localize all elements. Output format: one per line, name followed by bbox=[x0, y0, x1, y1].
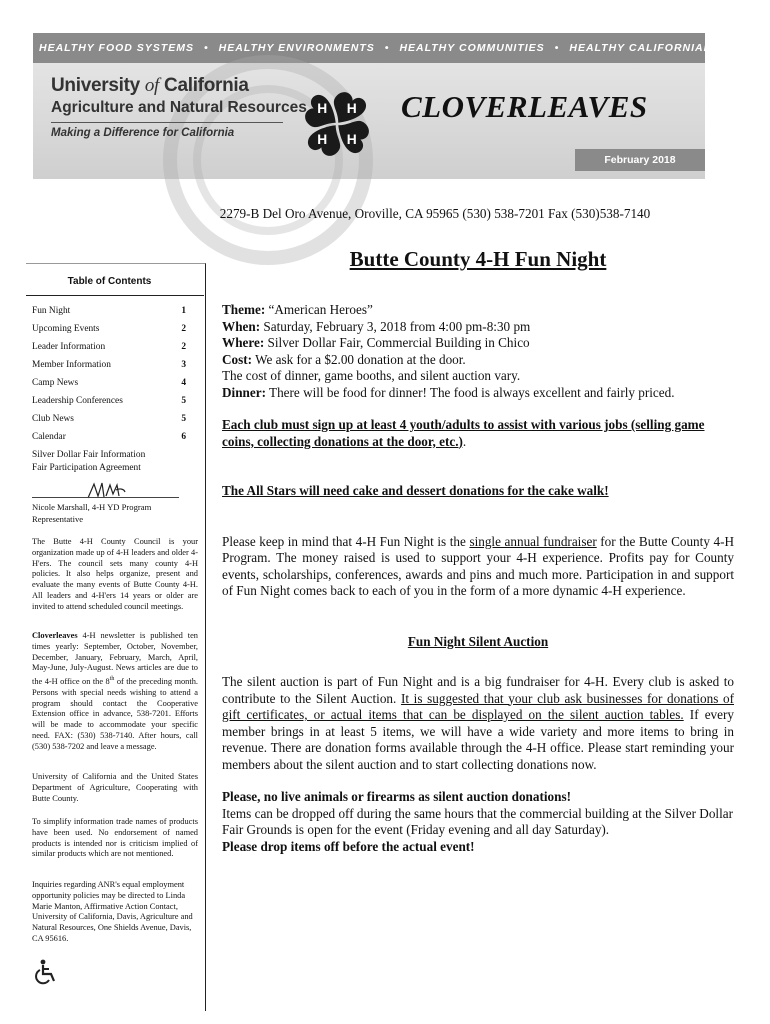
toc-item: Club News 5 bbox=[32, 414, 186, 424]
dinner-line: Dinner: There will be food for dinner! The food is always excellent and fairly priced. bbox=[222, 384, 675, 400]
dropoff-info: Items can be dropped off during the same hours that the commercial building at the Silver Dollar Fair Grounds is open for the event (Friday evening and all day Saturday). bbox=[222, 805, 733, 837]
logo-divider bbox=[51, 122, 283, 123]
theme-line: Theme: “American Heroes” bbox=[222, 302, 373, 317]
signature-name: Nicole Marshall, 4-H YD Program Representative bbox=[32, 502, 152, 524]
council-info: The Butte 4-H County Council is your organization made up of 4-H leaders and older 4-H'ers. The council sets many county 4-H policies. It also helps organize, present and evaluate the many events of Butte County 4-H. All leaders and 4-H'ers 14 years or older are invited to attend scheduled council meetings. bbox=[32, 537, 198, 611]
toc-item: Camp News 4 bbox=[32, 378, 186, 388]
anr-name: Agriculture and Natural Resources bbox=[51, 99, 307, 116]
toc-title: Table of Contents bbox=[67, 276, 152, 287]
toc-item: Calendar 6 bbox=[32, 432, 186, 442]
svg-text:H: H bbox=[346, 132, 357, 148]
svg-text:H: H bbox=[317, 132, 328, 148]
no-animals-notice: Please, no live animals or firearms as silent auction donations! bbox=[222, 789, 571, 804]
signature-line bbox=[32, 497, 179, 498]
wheelchair-accessibility-icon bbox=[34, 959, 58, 985]
four-h-clover-icon bbox=[291, 78, 383, 170]
table-of-contents bbox=[32, 305, 186, 474]
fundraiser-paragraph: Please keep in mind that 4-H Fun Night is the single annual fundraiser for the Butte County 4-H Program. The money raised is used to support your 4-H experience. Profits pay for County events, scholarships, conferences, awards and pins and much more. Participation in and support of Fun Night comes back to each of you in the form of a more dynamic 4-H experience. bbox=[222, 533, 734, 598]
pillar-communities: HEALTHY COMMUNITIES bbox=[399, 42, 545, 54]
toc-item: Fun Night 1 bbox=[32, 306, 186, 316]
endorsement-disclaimer: To simplify information trade names of products have been used. No endorsement of named products is intended nor is criticism implied of similar products which are not mentioned. bbox=[32, 817, 198, 859]
issue-date: February 2018 bbox=[575, 149, 705, 171]
signature-image bbox=[86, 480, 126, 502]
svg-text:H: H bbox=[346, 100, 357, 116]
toc-item: Upcoming Events 2 bbox=[32, 324, 186, 334]
tagline: Making a Difference for California bbox=[51, 127, 235, 139]
anr-eeo-info: Inquiries regarding ANR's equal employment opportunity policies may be directed to Linda Marie Manton, Affirmative Action Contact, University of California, Davis, Agriculture and Natural Resources, One Shields Avenue, Davis, CA 95616. bbox=[32, 880, 193, 943]
club-signup-notice: Each club must sign up at least 4 youth/adults to assist with various jobs (selling game coins, collecting donations at the door, etc.). bbox=[222, 417, 705, 449]
cost-note: The cost of dinner, game booths, and silent auction vary. bbox=[222, 368, 521, 383]
article-headline: Butte County 4-H Fun Night bbox=[349, 247, 607, 271]
main-article bbox=[222, 246, 734, 855]
dropoff-deadline: Please drop items off before the actual event! bbox=[222, 838, 475, 854]
toc-divider bbox=[26, 295, 204, 296]
where-line: Where: Silver Dollar Fair, Commercial Building in Chico bbox=[222, 335, 530, 350]
newsletter-banner bbox=[33, 33, 721, 179]
banner-pillars: HEALTHY FOOD SYSTEMS • HEALTHY ENVIRONMENTS • HEALTHY COMMUNITIES • HEALTHY CALIFORNIANS bbox=[33, 33, 705, 63]
uc-logo-text: University of California bbox=[51, 75, 249, 96]
toc-extra-agreement: Fair Participation Agreement bbox=[32, 462, 141, 473]
auction-heading: Fun Night Silent Auction bbox=[407, 633, 549, 649]
pillar-californians: HEALTHY CALIFORNIANS bbox=[569, 42, 721, 54]
event-details bbox=[222, 302, 734, 401]
cost-line: Cost: We ask for a $2.00 donation at the door. bbox=[222, 351, 466, 367]
toc-extra-fair-info: Silver Dollar Fair Information bbox=[32, 450, 146, 460]
office-address: 2279-B Del Oro Avenue, Oroville, CA 95965 (530) 538-7201 Fax (530)538-7140 bbox=[219, 206, 651, 221]
pillar-environments: HEALTHY ENVIRONMENTS bbox=[218, 42, 375, 54]
toc-item: Leadership Conferences 5 bbox=[32, 396, 186, 406]
newsletter-title: CLOVERLEAVES bbox=[401, 89, 648, 124]
newsletter-info: Cloverleaves 4-H newsletter is published ten times yearly: September, October, November, December, January, February, March, April, May-June, July-August. News articles are due to the 4-H office on the 8th of the preceding month. Persons with special needs wishing to attend a program should contact the Cooperative Extension office in advance, 538-7201. Efforts will be made to accommodate your specific need. FAX: (530) 538-7140. After hours, call (530) 538-7202 and leave a message. bbox=[32, 631, 198, 751]
toc-item: Leader Information 2 bbox=[32, 342, 186, 352]
toc-item: Member Information 3 bbox=[32, 360, 186, 370]
when-line: When: Saturday, February 3, 2018 from 4:00 pm-8:30 pm bbox=[222, 318, 531, 334]
pillar-food: HEALTHY FOOD SYSTEMS bbox=[39, 42, 194, 54]
svg-text:H: H bbox=[317, 100, 328, 116]
all-stars-notice: The All Stars will need cake and dessert donations for the cake walk! bbox=[222, 483, 609, 498]
usda-info: University of California and the United States Department of Agriculture, Cooperating with Butte County. bbox=[32, 772, 198, 803]
sidebar bbox=[26, 263, 206, 1011]
auction-paragraph: The silent auction is part of Fun Night and is a big fundraiser for 4-H. Every club is asked to contribute to the Silent Auction. It is suggested that your club ask businesses for donations of gift certificates, or actual items that can be displayed on the silent auction tables. If every member brings in at least 5 items, we will have a wide variety and more items to bring in revenue. There are donation forms available through the 4-H office. Please start reminding your members about the silent auction and to start collecting donations now. bbox=[222, 674, 734, 772]
